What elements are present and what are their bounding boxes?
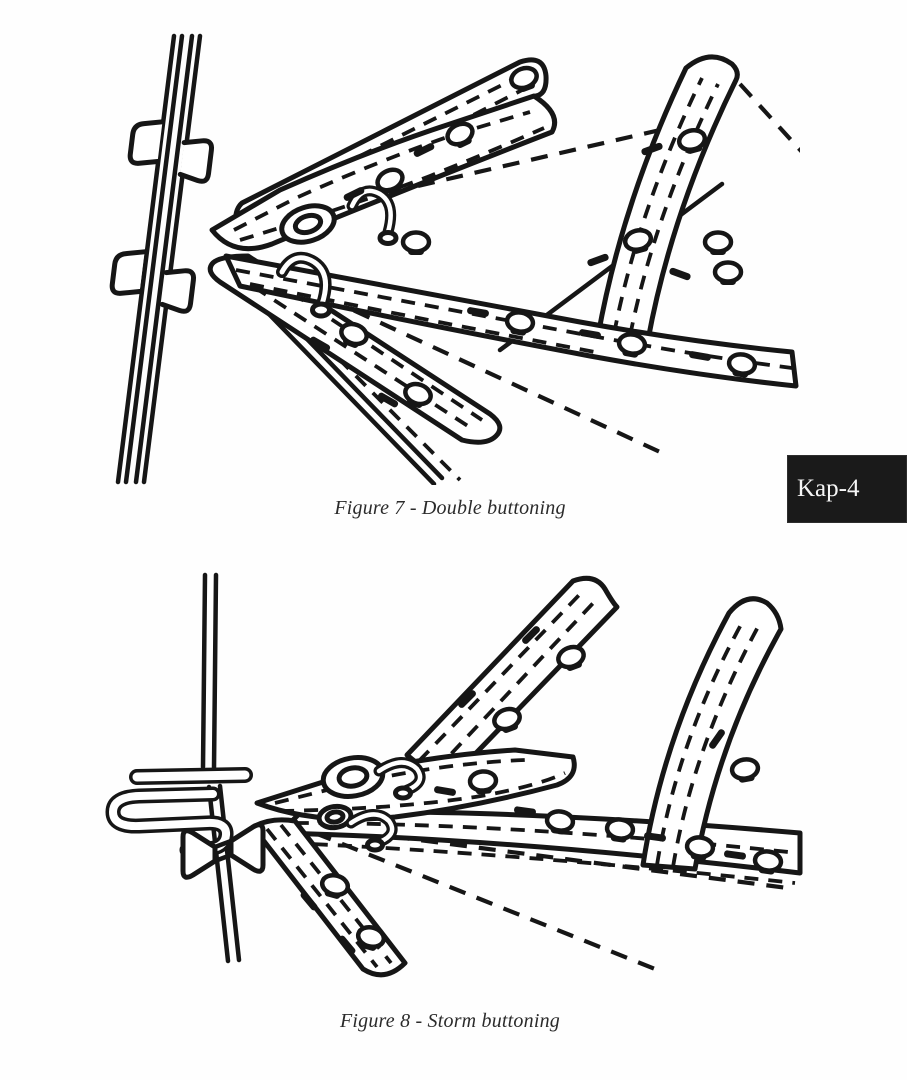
figure-7-illustration <box>100 33 800 485</box>
figure-7-art <box>100 33 800 485</box>
figure-8-caption: Figure 8 - Storm buttoning <box>339 1010 560 1032</box>
chapter-tab <box>787 455 907 523</box>
figure-8-art <box>95 570 805 992</box>
figure-8-illustration <box>95 570 805 992</box>
tall-strap <box>598 57 737 340</box>
figure-7-caption: Figure 7 - Double buttoning <box>334 497 566 519</box>
track-cap-bar <box>137 775 245 777</box>
chapter-tab-label: Kap-4 <box>797 475 860 502</box>
